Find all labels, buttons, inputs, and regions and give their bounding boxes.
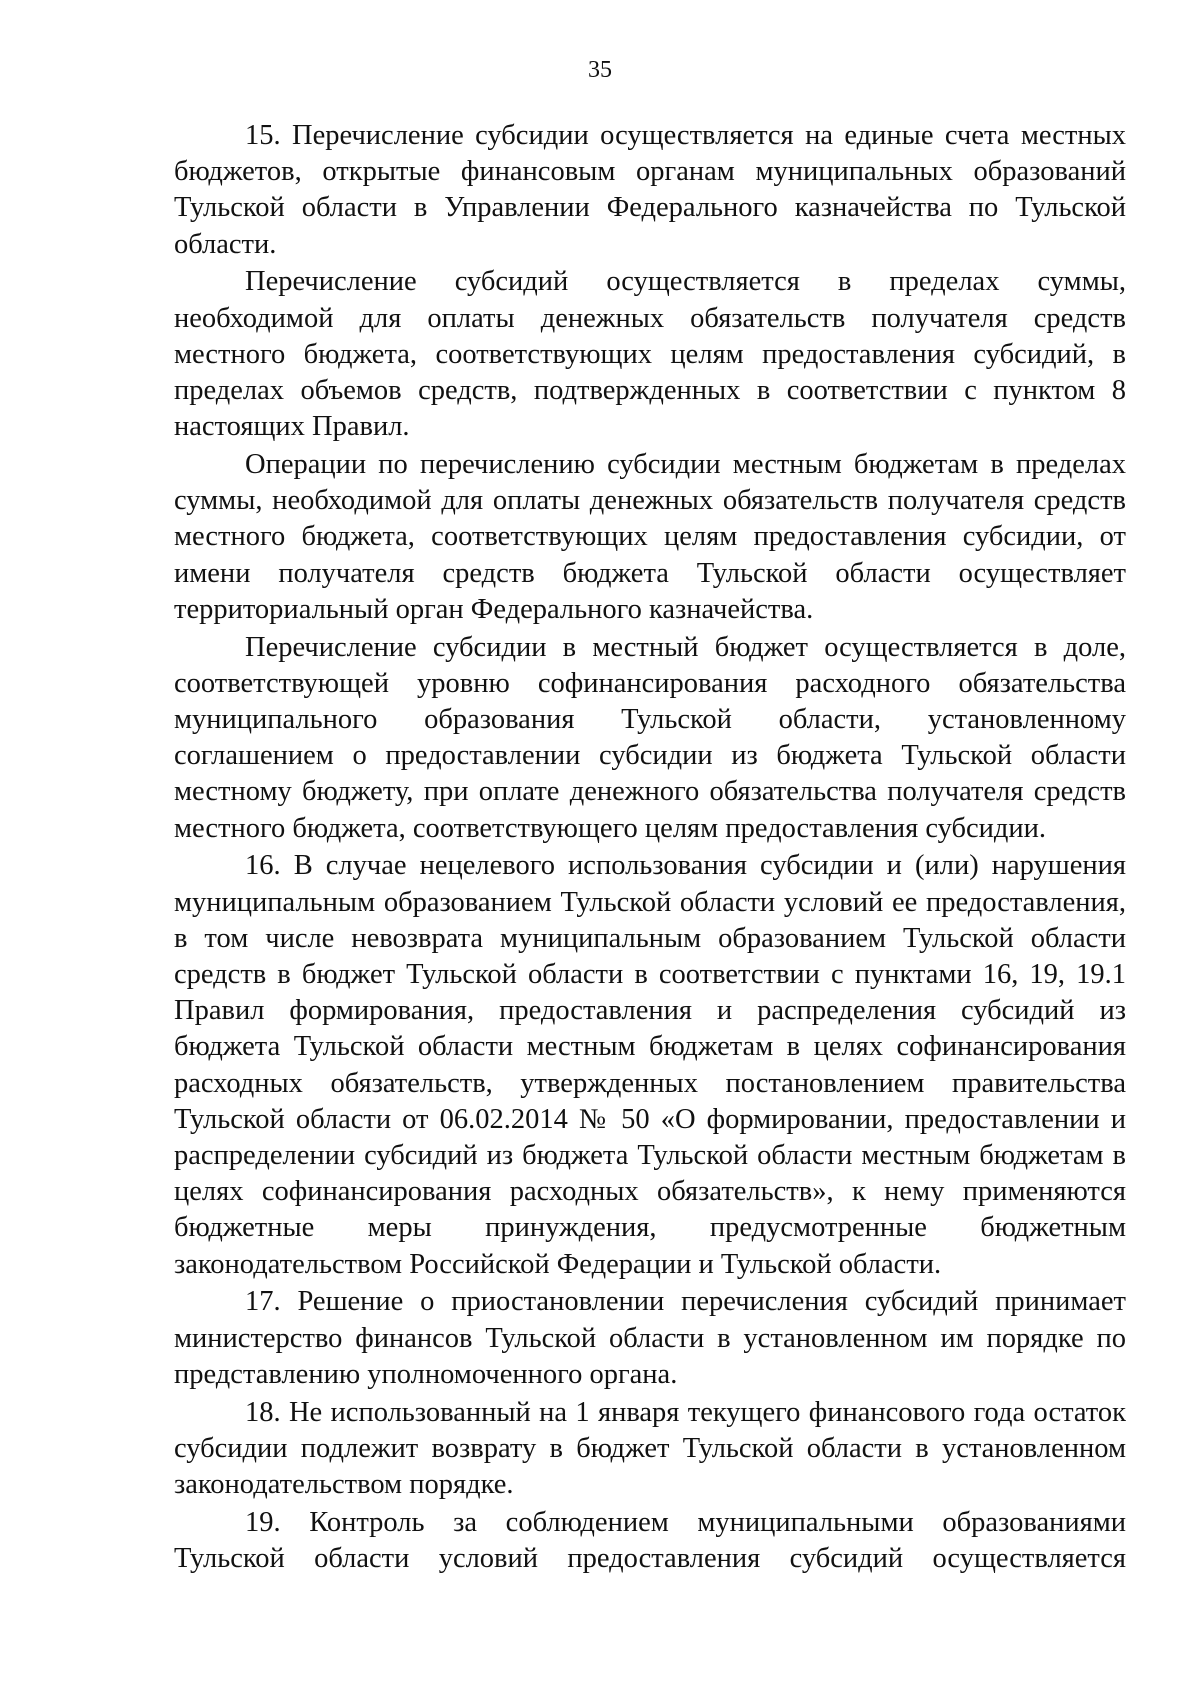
paragraph-16: 16. В случае нецелевого использования субсидии и (или) нарушения муниципальным образованием Тульской области условий ее предоставления, в том числе невозврата муниципальным образованием Тульской области средств в бюджет Тульской области в соответствии с пунктами 16, 19, 19.1 Правил формирования, предоставления и распределения субсидий из бюджета Тульской области местным бюджетам в целях софинансирования расходных обязательств, утвержденных постановлением правительства Тульской области от 06.02.2014 № 50 «О формировании, предоставлении и распределении субсидий из бюджета Тульской области местным бюджетам в целях софинансирования расходных обязательств», к нему применяются бюджетные меры принуждения, предусмотренные бюджетным законодательством Российской Федерации и Тульской области. (174, 850, 1126, 1280)
paragraph-cofinancing-share: Перечисление субсидии в местный бюджет осуществляется в доле, соответствующей уровню софинансирования расходного обязательства муниципального образования Тульской области, установленному соглашением о предоставлении субсидии из бюджета Тульской области местному бюджету, при оплате денежного обязательства получателя средств местного бюджета, соответствующего целям предоставления субсидии. (174, 631, 1126, 844)
page-number: 35 (588, 57, 612, 83)
document-body (174, 118, 1126, 1579)
paragraph-19: 19. Контроль за соблюдением муниципальными образованиями Тульской области условий предоставления субсидий осуществляется (174, 1506, 1126, 1575)
paragraph-17: 17. Решение о приостановлении перечисления субсидий принимает министерство финансов Тульской области в установленном им порядке по представлению уполномоченного органа. (174, 1286, 1126, 1390)
paragraph-15: 15. Перечисление субсидии осуществляется на единые счета местных бюджетов, открытые финансовым органам муниципальных образований Тульской области в Управлении Федерального казначейства по Тульской области. (174, 120, 1126, 260)
paragraph-transfer-limits: Перечисление субсидий осуществляется в пределах суммы, необходимой для оплаты денежных обязательств получателя средств местного бюджета, соответствующих целям предоставления субсидий, в пределах объемов средств, подтвержденных в соответствии с пунктом 8 настоящих Правил. (174, 266, 1126, 443)
paragraph-treasury-operations: Операции по перечислению субсидии местным бюджетам в пределах суммы, необходимой для оплаты денежных обязательств получателя средств местного бюджета, соответствующих целям предоставления субсидии, от имени получателя средств бюджета Тульской области осуществляет территориальный орган Федерального казначейства. (174, 449, 1126, 625)
paragraph-18: 18. Не использованный на 1 января текущего финансового года остаток субсидии подлежит возврату в бюджет Тульской области в установленном законодательством порядке. (174, 1396, 1126, 1501)
